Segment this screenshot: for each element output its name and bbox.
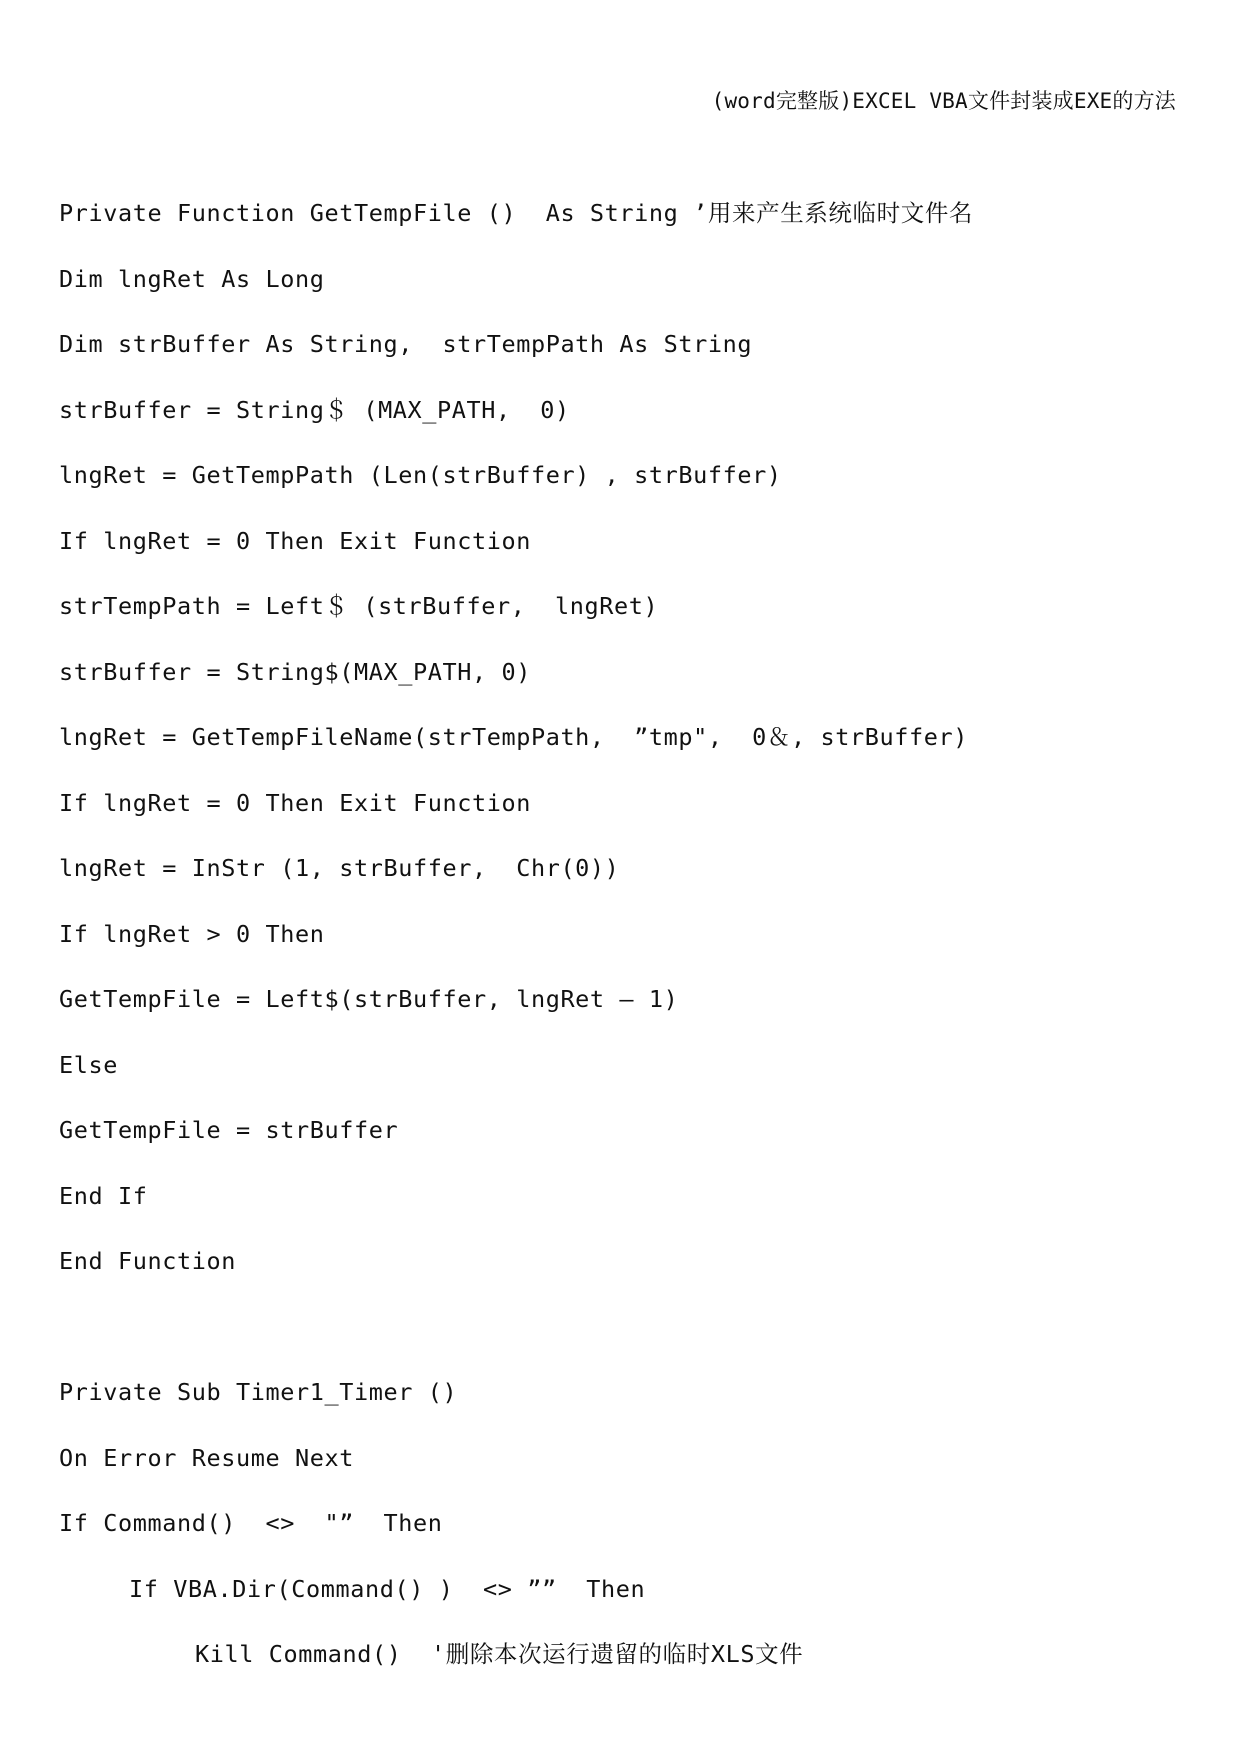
code-line: lngRet = GetTempPath (Len(strBuffer) , strBuffer) [59, 461, 782, 489]
code-line: strBuffer = String$(MAX_PATH, 0) [59, 657, 531, 686]
code-line: GetTempFile = strBuffer [59, 1116, 399, 1144]
code-line: Private Function GetTempFile () As String ’用来产生系统临时文件名 [59, 199, 974, 227]
code-line: strBuffer = String＄ (MAX_PATH, 0) [59, 395, 570, 424]
page-header-title: (word完整版)EXCEL VBA文件封装成EXE的方法 [711, 89, 1176, 113]
code-line: Private Sub Timer1_Timer () [59, 1378, 458, 1406]
code-line: If lngRet > 0 Then [59, 919, 325, 948]
code-line: lngRet = GetTempFileName(strTempPath, ”tmp", 0＆, strBuffer) [59, 723, 968, 751]
code-line: GetTempFile = Left$(strBuffer, lngRet — 1) [59, 985, 679, 1013]
code-line: If VBA.Dir(Command() ) <> ”” Then [129, 1574, 646, 1603]
blank-line [59, 1311, 1179, 1377]
code-line: Kill Command() '删除本次运行遗留的临时XLS文件 [195, 1640, 804, 1668]
code-line: Else [59, 1050, 118, 1079]
code-listing [59, 197, 1179, 1704]
code-line: End If [59, 1181, 148, 1210]
code-line: If lngRet = 0 Then Exit Function [59, 526, 531, 555]
code-line: Dim lngRet As Long [59, 264, 325, 293]
code-line: If lngRet = 0 Then Exit Function [59, 788, 531, 817]
code-line: strTempPath = Left＄ (strBuffer, lngRet) [59, 592, 659, 620]
code-line: lngRet = InStr (1, strBuffer, Chr(0)) [59, 854, 620, 882]
code-line: Dim strBuffer As String, strTempPath As String [59, 330, 753, 358]
code-line: On Error Resume Next [59, 1443, 354, 1472]
code-line: If Command() <> "” Then [59, 1509, 443, 1537]
code-line: End Function [59, 1247, 236, 1275]
